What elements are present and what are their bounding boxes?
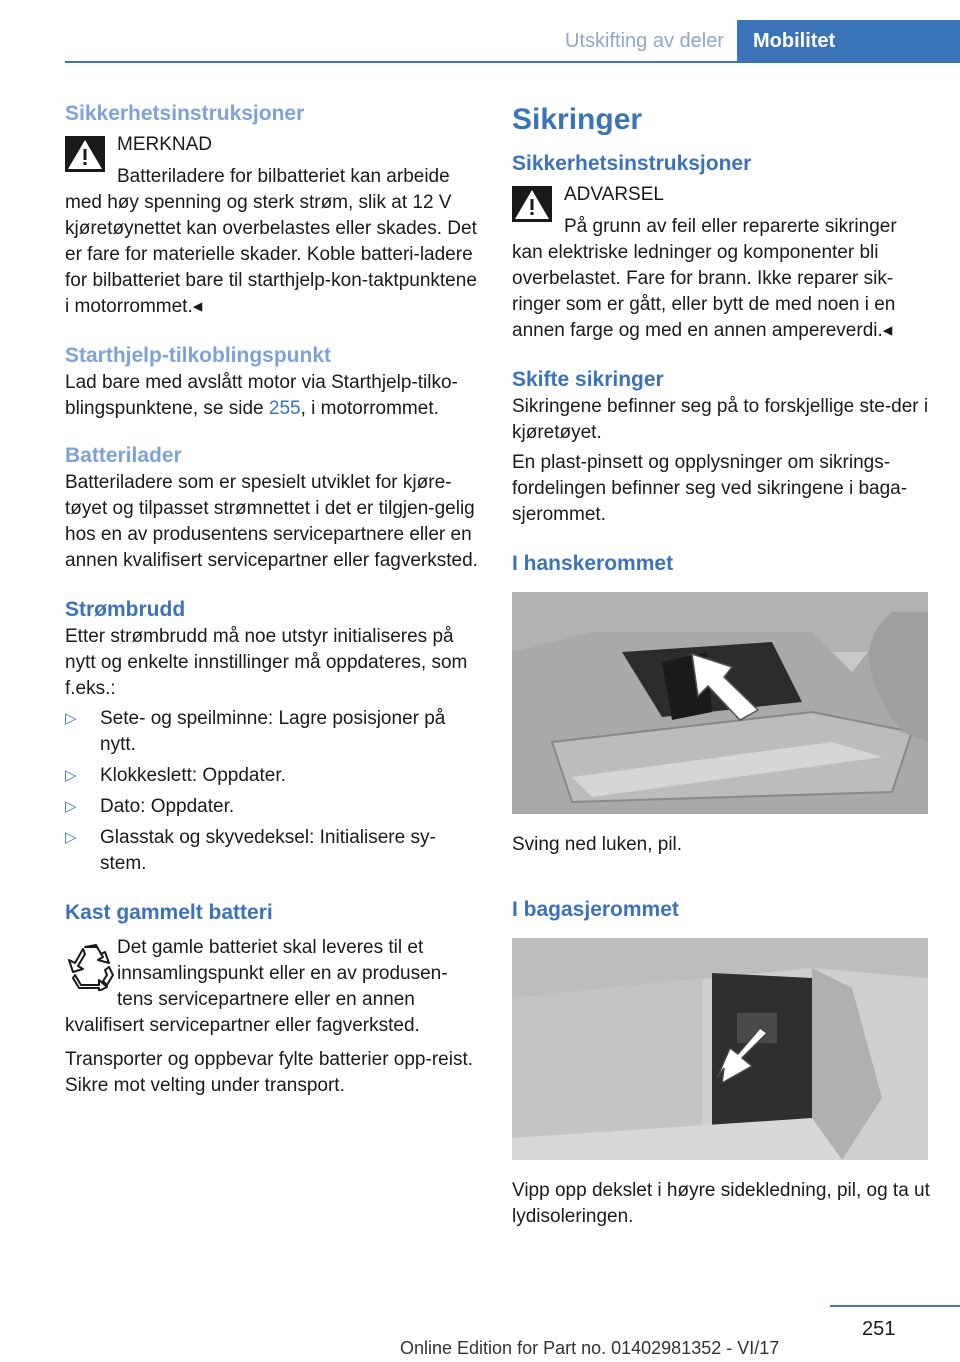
list-item: ▷ Glasstak og skyvedeksel: Initialisere sy-stem. — [65, 825, 478, 877]
trunk-photo — [512, 938, 928, 1160]
header-chapter-tab — [737, 20, 960, 63]
warning-text: kan elektriske ledninger og komponenter bli overbelastet. Fare for brann. Ikke reparer sik-ringer som er gått, eller bytt de med noen i en annen farge og med en annen ampereverdi.◂ — [512, 242, 896, 341]
trunk-caption: Vipp opp dekslet i høyre sidekledning, pil, og ta ut lydisoleringen. — [512, 1180, 930, 1227]
left-column — [65, 100, 478, 1099]
dispose-text: kvalifisert servicepartner eller fagverksted. — [65, 1015, 420, 1036]
dispose-block — [65, 935, 478, 1039]
jumpstart-text — [65, 370, 478, 422]
charger-text: Batteriladere som er spesielt utviklet for kjøre-tøyet og tilpasset strømnettet i det er tilgjen-gelig hos en av produsentens servicepartnere eller en annen kvalifisert servicepartner eller fagverksted. — [65, 472, 478, 571]
warning-triangle-icon — [65, 136, 105, 172]
jumpstart-text-b: , i motorrommet. — [300, 398, 439, 419]
warning-label: ADVARSEL — [564, 184, 664, 205]
notice-label: MERKNAD — [117, 134, 213, 155]
footer-rule — [830, 1305, 960, 1307]
power-failure-list — [65, 706, 478, 877]
list-item: ▷ Dato: Oppdater. — [65, 794, 478, 820]
section-title-safety: Sikkerhetsinstruksjoner — [65, 102, 305, 125]
section-title-trunk: I bagasjerommet — [512, 898, 679, 921]
section-title-charger: Batterilader — [65, 444, 182, 467]
list-item: ▷ Klokkeslett: Oppdater. — [65, 763, 478, 789]
section-title-power-failure: Strømbrudd — [65, 598, 186, 621]
warning-text-first: På grunn av feil eller reparerte sikringer — [564, 216, 897, 237]
glovebox-photo — [512, 592, 928, 814]
list-item: ▷ Sete- og speilminne: Lagre posisjoner på nytt. — [65, 706, 478, 758]
transport-text: Transporter og oppbevar fylte batterier opp-reist. Sikre mot velting under transport. — [65, 1049, 473, 1096]
notice-text: med høy spenning og sterk strøm, slik at 12 V kjøretøynettet kan overbelastes eller skades. Det er fare for materielle skader. Koble batteri-ladere for bilbatteriet bare til starthjelp-kon-taktpunktene i motorrommet.◂ — [65, 192, 477, 317]
notice-block — [65, 132, 478, 320]
section-title-dispose-battery: Kast gammelt batteri — [65, 901, 273, 924]
section-title-change-fuses: Skifte sikringer — [512, 368, 664, 391]
page-number: 251 — [862, 1318, 896, 1340]
glovebox-caption: Sving ned luken, pil. — [512, 834, 683, 855]
change-fuses-text-2: En plast-pinsett og opplysninger om sikrings-fordelingen befinner seg ved sikringene i baga-sjerommet. — [512, 452, 908, 525]
section-title-jumpstart: Starthjelp-tilkoblingspunkt — [65, 344, 331, 367]
warning-block — [512, 182, 930, 344]
page-link-255[interactable]: 255 — [268, 398, 301, 419]
chapter-title-fuses: Sikringer — [512, 103, 643, 136]
right-column — [512, 100, 930, 1230]
recycle-icon — [65, 939, 117, 991]
section-title-safety-fuses: Sikkerhetsinstruksjoner — [512, 152, 752, 175]
footer-edition: Online Edition for Part no. 01402981352 - VI/17 — [400, 1338, 780, 1358]
change-fuses-text: Sikringene befinner seg på to forskjellige ste-der i kjøretøyet. — [512, 396, 929, 443]
notice-text-first: Batteriladere for bilbatteriet kan arbeide — [117, 166, 450, 187]
section-title-glovebox: I hanskerommet — [512, 552, 674, 575]
dispose-text-first: Det gamle batteriet skal leveres til et innsamlingspunkt eller en av produsen-tens servicepartnere eller en annen — [117, 937, 448, 1010]
header-chapter-label: Mobilitet — [753, 30, 836, 52]
jumpstart-text-a: Lad bare med avslått motor via Starthjelp-tilko-blingspunktene, se side — [65, 372, 458, 419]
power-failure-text: Etter strømbrudd må noe utstyr initialiseres på nytt og enkelte innstillinger må oppdateres, som f.eks.: — [65, 626, 468, 699]
header-section-title: Utskifting av deler — [565, 30, 724, 52]
warning-triangle-icon — [512, 186, 552, 222]
